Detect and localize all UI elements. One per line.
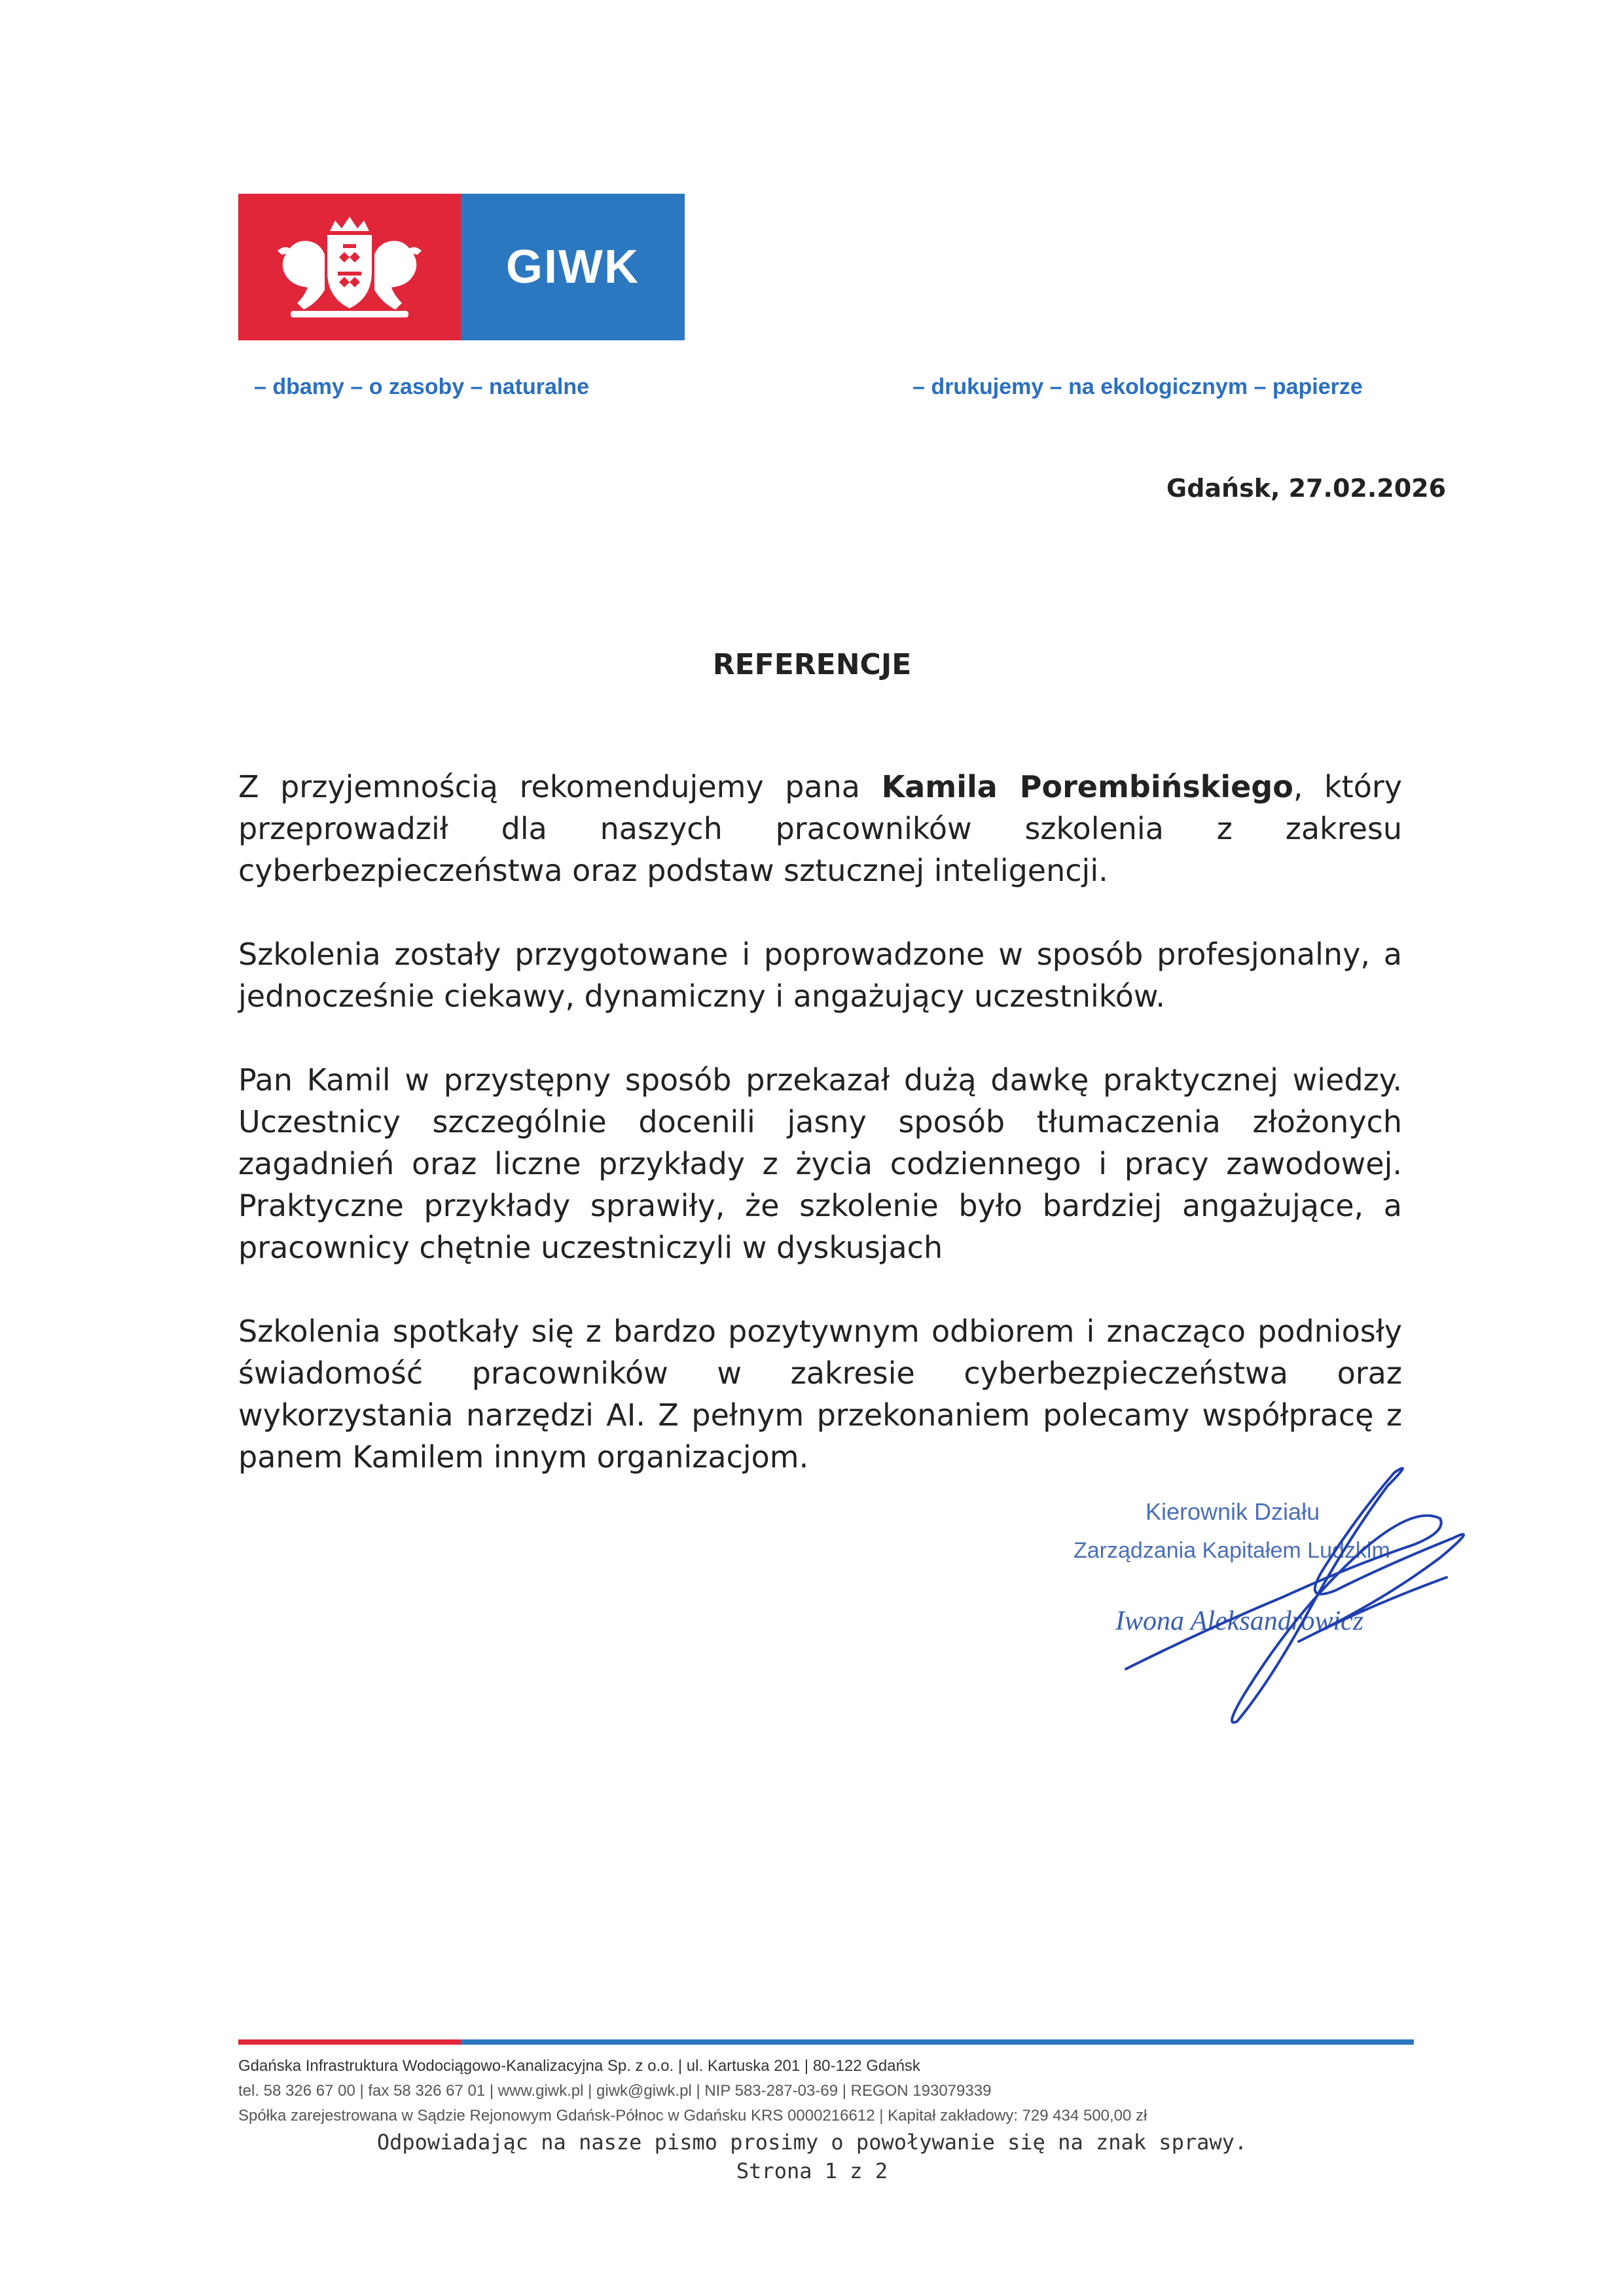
paragraph-1-rest: , który przeprowadził dla naszych pracowników szkolenia z zakresu cyberbezpieczeństwa oraz podstaw sztucznej inteligencji. (238, 769, 1402, 888)
footer-divider-red (238, 2039, 461, 2045)
recommended-person-name: Kamila Porembińskiego (881, 769, 1293, 804)
paragraph-1-intro: Z przyjemnością rekomendujemy pana (238, 769, 882, 804)
footer-line-2: tel. 58 326 67 00 | fax 58 326 67 01 | www.giwk.pl | giwk@giwk.pl | NIP 583-287-03-69 | REGON 193079339 (238, 2082, 992, 2100)
footer-company-info (238, 2054, 1416, 2128)
coat-of-arms-icon (264, 211, 435, 323)
tagline-right: – drukujemy – na ekologicznym – papierze (912, 374, 1363, 399)
footer-line-3: Spółka zarejestrowana w Sądzie Rejonowym Gdańsk-Północ w Gdańsku KRS 0000216612 | Kapitał zakładowy: 729 434 500,00 zł (238, 2107, 1147, 2125)
letter-body (238, 766, 1402, 1520)
reference-note: Odpowiadając na nasze pismo prosimy o powoływanie się na znak sprawy. (376, 2130, 1248, 2155)
stamp-title-line1: Kierownik Działu (1146, 1498, 1320, 1525)
footer-line-1: Gdańska Infrastruktura Wodociągowo-Kanalizacyjna Sp. z o.o. | ul. Kartuska 201 | 80-122 Gdańsk (238, 2057, 920, 2075)
signature-stamp (1047, 1460, 1479, 1748)
letter-date: Gdańsk, 27.02.2026 (1166, 474, 1447, 503)
footer-divider (238, 2039, 1414, 2045)
letter-title: REFERENCJE (712, 648, 912, 681)
stamp-name: Iwona Aleksandrowicz (1115, 1606, 1364, 1636)
tagline-left: – dbamy – o zasoby – naturalne (254, 374, 590, 399)
giwk-logo (238, 194, 685, 340)
paragraph-3: Pan Kamil w przystępny sposób przekazał dużą dawkę praktycznej wiedzy. Uczestnicy szczególnie docenili jasny sposób tłumaczenia złożonych zagadnień oraz liczne przykłady z życia codziennego i pracy zawodowej. Praktyczne przykłady sprawiły, że szkolenie było bardziej angażujące, a pracownicy chętnie uczestniczyli w dyskusjach (238, 1062, 1402, 1265)
paragraph-4: Szkolenia spotkały się z bardzo pozytywnym odbiorem i znacząco podniosły świadomość pracowników w zakresie cyberbezpieczeństwa oraz wykorzystania narzędzi AI. Z pełnym przekonaniem polecamy współpracę z panem Kamilem innym organizacjom. (238, 1314, 1402, 1475)
paragraph-2: Szkolenia zostały przygotowane i poprowadzone w sposób profesjonalny, a jednocześnie ciekawy, dynamiczny i angażujący uczestników. (238, 937, 1402, 1014)
logo-wordmark (461, 194, 685, 340)
footer-divider-blue (461, 2039, 1414, 2045)
logo-text: GIWK (506, 241, 640, 293)
stamp-title-line2: Zarządzania Kapitałem Ludzkim (1074, 1538, 1390, 1563)
page-number: Strona 1 z 2 (736, 2159, 888, 2183)
coat-of-arms-emblem (238, 194, 461, 340)
paragraph-1 (238, 766, 1402, 891)
